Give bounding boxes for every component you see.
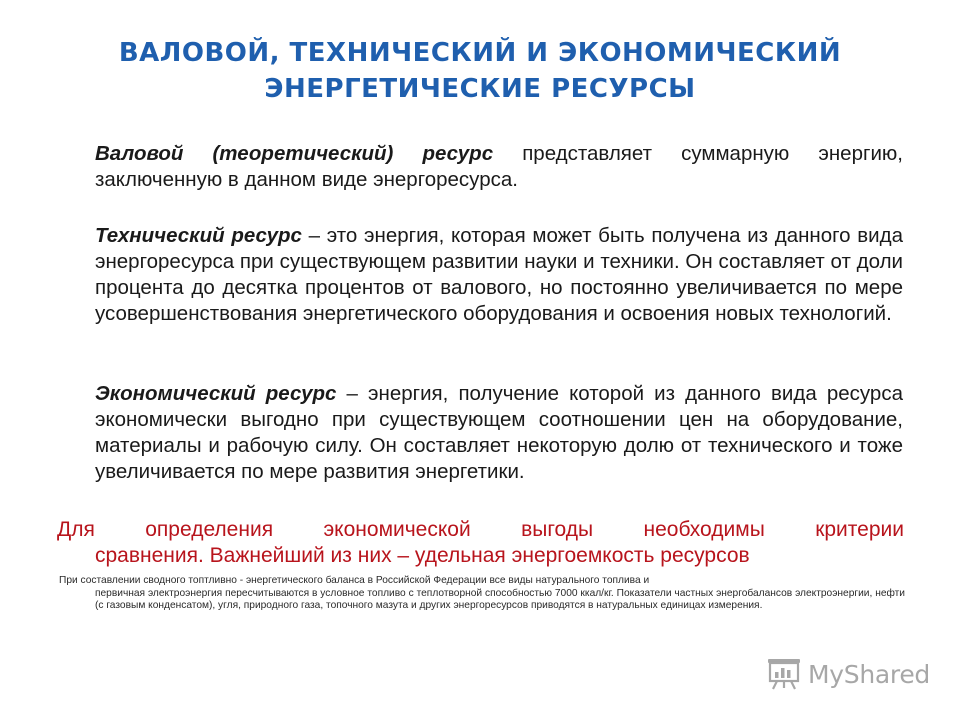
term-economic-resource: Экономический ресурс — [95, 382, 337, 405]
highlight-line-2: сравнения. Важнейший из них – удельная энергоемкость ресурсов — [95, 544, 750, 567]
paragraph-technical-resource — [95, 223, 903, 327]
myshared-watermark — [766, 657, 930, 691]
footnote-line-1: При составлении сводного топтливно - энергетического баланса в Российской Федерации все виды натурального топлива и — [59, 575, 650, 586]
term-technical-resource: Технический ресурс — [95, 224, 302, 247]
slide-title-line-2: ЭНЕРГЕТИЧЕСКИЕ РЕСУРСЫ — [264, 74, 696, 104]
footnote-rest: первичная электроэнергия пересчитываются в условное топливо с теплотворной способностью 7000 ккал/кг. Показатели частных энергобалансов электроэнергии, нефти (с газовым конденсатом), угля, природного газа, топочного мазута и других энергоресурсов приводятся в натуральных единицах измерения. — [95, 587, 905, 612]
footnote — [59, 575, 905, 613]
projector-screen-icon — [766, 657, 802, 691]
watermark-text: MyShared — [808, 659, 930, 689]
term-gross-resource: Валовой (теоретический) ресурс — [95, 142, 494, 165]
highlight-line-1: Для определения экономической выгоды необходимы критерии — [57, 518, 904, 541]
definition-gross-resource: представляет суммарную энергию, заключенную в данном виде энергоресурса. — [95, 142, 903, 191]
paragraph-gross-resource — [95, 141, 903, 193]
slide-title-line-1: ВАЛОВОЙ, ТЕХНИЧЕСКИЙ И ЭКОНОМИЧЕСКИЙ — [118, 38, 842, 68]
definition-technical-resource: – это энергия, которая может быть получена из данного вида энергоресурса при существующем развитии науки и техники. Он составляет от доли процента до десятка процентов от валового, но постоянно увеличивается по мере усовершенствования энергетического оборудования и освоения новых технологий. — [95, 224, 903, 325]
paragraph-economic-resource — [95, 381, 903, 485]
definition-economic-resource: – энергия, получение которой из данного вида ресурса экономически выгодно при существующем соотношении цен на оборудование, материалы и рабочую силу. Он составляет некоторую долю от технического и тоже увеличивается по мере развития энергетики. — [95, 382, 903, 483]
highlight-statement — [57, 517, 904, 569]
